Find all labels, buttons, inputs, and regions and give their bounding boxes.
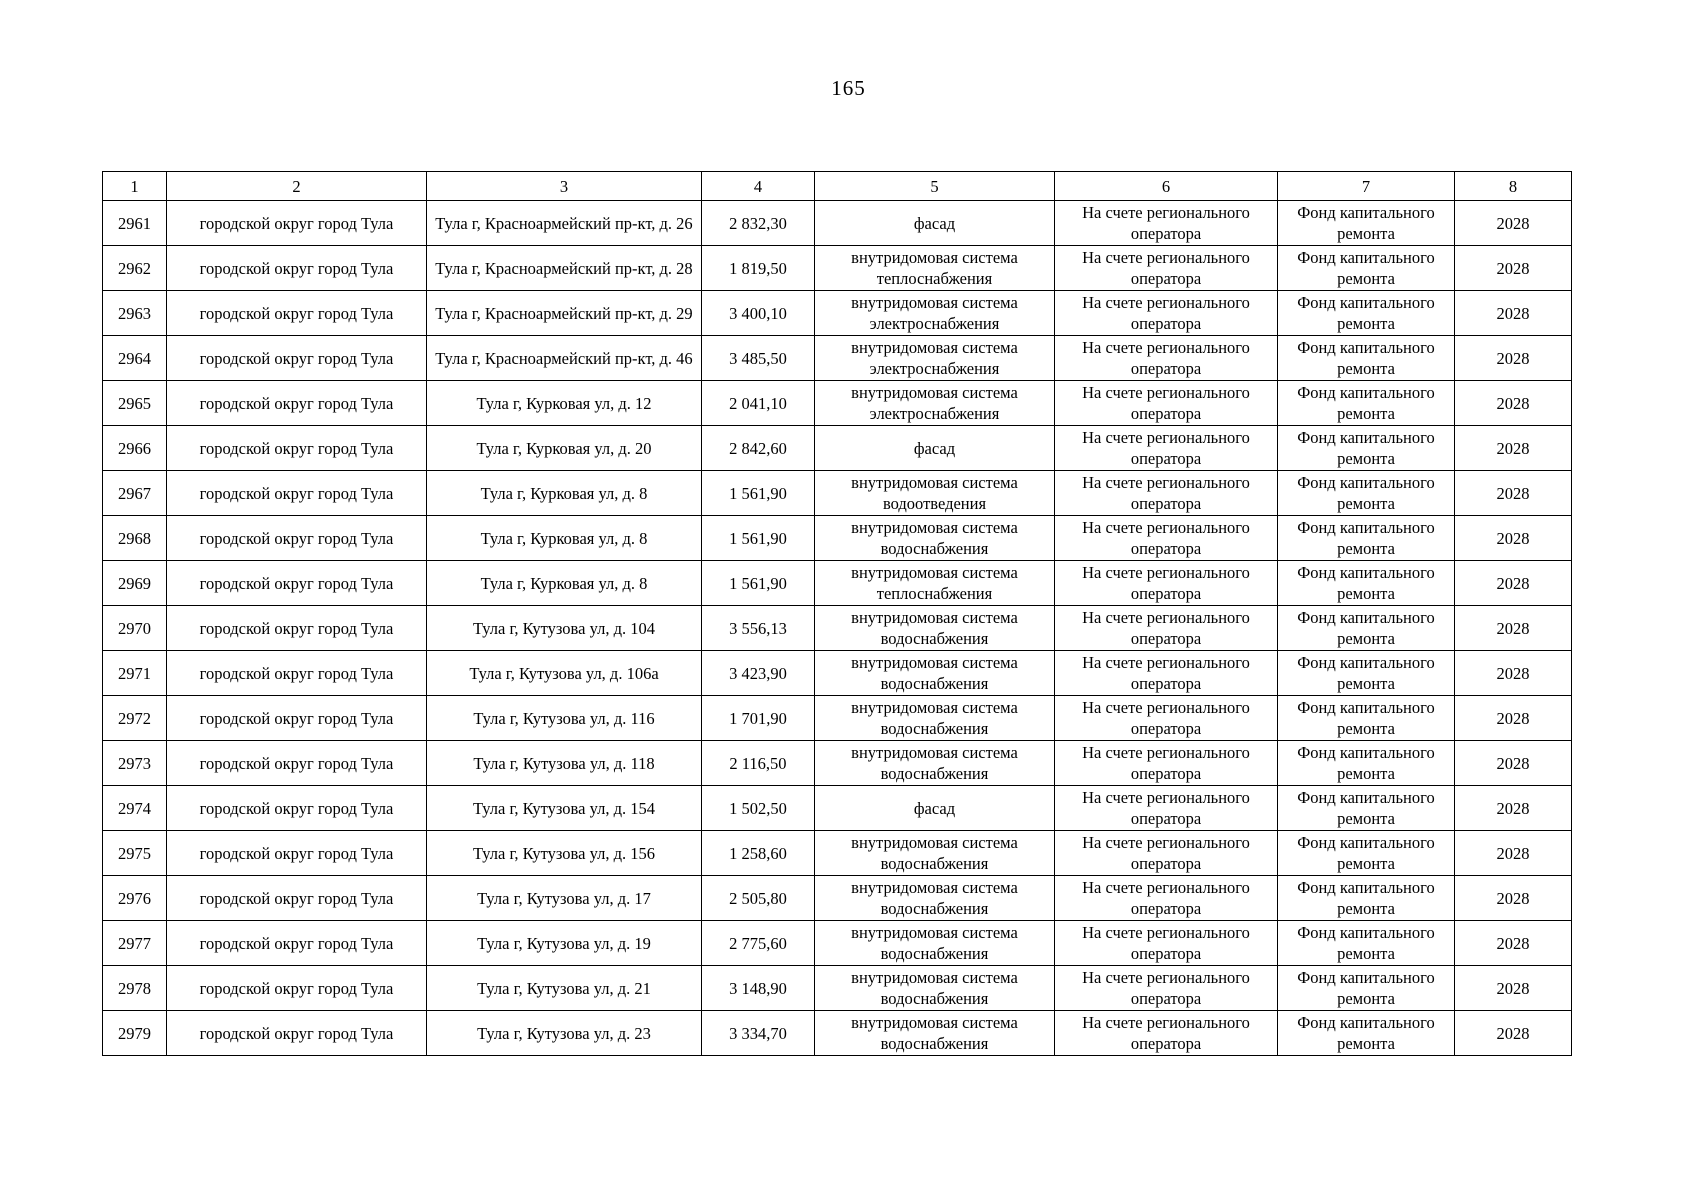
cell-funding-source: Фонд капитального ремонта: [1278, 786, 1455, 831]
cell-fund-method: На счете регионального оператора: [1055, 381, 1278, 426]
cell-work-type: внутридомовая система водоснабжения: [815, 696, 1055, 741]
cell-year: 2028: [1455, 246, 1572, 291]
cell-year: 2028: [1455, 696, 1572, 741]
capital-repair-table: [102, 171, 1572, 1056]
cell-work-type: внутридомовая система водоотведения: [815, 471, 1055, 516]
cell-work-type: фасад: [815, 201, 1055, 246]
cell-address: Тула г, Кутузова ул, д. 17: [427, 876, 702, 921]
cell-funding-source: Фонд капитального ремонта: [1278, 1011, 1455, 1056]
cell-row-number: 2967: [103, 471, 167, 516]
cell-row-number: 2970: [103, 606, 167, 651]
cell-area: 1 561,90: [702, 471, 815, 516]
table-row: [103, 876, 1572, 921]
cell-address: Тула г, Курковая ул, д. 20: [427, 426, 702, 471]
cell-fund-method: На счете регионального оператора: [1055, 471, 1278, 516]
cell-work-type: внутридомовая система теплоснабжения: [815, 561, 1055, 606]
cell-address: Тула г, Кутузова ул, д. 156: [427, 831, 702, 876]
cell-area: 3 556,13: [702, 606, 815, 651]
cell-area: 3 485,50: [702, 336, 815, 381]
cell-row-number: 2971: [103, 651, 167, 696]
cell-year: 2028: [1455, 786, 1572, 831]
cell-address: Тула г, Красноармейский пр-кт, д. 29: [427, 291, 702, 336]
cell-year: 2028: [1455, 831, 1572, 876]
cell-funding-source: Фонд капитального ремонта: [1278, 921, 1455, 966]
cell-municipality: городской округ город Тула: [167, 426, 427, 471]
cell-year: 2028: [1455, 741, 1572, 786]
cell-address: Тула г, Кутузова ул, д. 106а: [427, 651, 702, 696]
cell-fund-method: На счете регионального оператора: [1055, 786, 1278, 831]
cell-area: 1 502,50: [702, 786, 815, 831]
cell-year: 2028: [1455, 516, 1572, 561]
cell-funding-source: Фонд капитального ремонта: [1278, 876, 1455, 921]
cell-address: Тула г, Кутузова ул, д. 154: [427, 786, 702, 831]
cell-row-number: 2972: [103, 696, 167, 741]
table-row: [103, 246, 1572, 291]
cell-fund-method: На счете регионального оператора: [1055, 921, 1278, 966]
cell-fund-method: На счете регионального оператора: [1055, 426, 1278, 471]
table-body: [103, 201, 1572, 1056]
cell-municipality: городской округ город Тула: [167, 336, 427, 381]
cell-year: 2028: [1455, 921, 1572, 966]
cell-fund-method: На счете регионального оператора: [1055, 606, 1278, 651]
column-header-1: 1: [103, 172, 167, 201]
cell-area: 1 561,90: [702, 516, 815, 561]
header-row: [103, 172, 1572, 201]
cell-row-number: 2962: [103, 246, 167, 291]
cell-year: 2028: [1455, 471, 1572, 516]
cell-area: 2 116,50: [702, 741, 815, 786]
cell-address: Тула г, Красноармейский пр-кт, д. 26: [427, 201, 702, 246]
cell-fund-method: На счете регионального оператора: [1055, 1011, 1278, 1056]
cell-work-type: фасад: [815, 786, 1055, 831]
table-row: [103, 336, 1572, 381]
cell-row-number: 2975: [103, 831, 167, 876]
cell-row-number: 2973: [103, 741, 167, 786]
cell-fund-method: На счете регионального оператора: [1055, 831, 1278, 876]
table-row: [103, 921, 1572, 966]
table-row: [103, 606, 1572, 651]
table-row: [103, 1011, 1572, 1056]
column-header-5: 5: [815, 172, 1055, 201]
table-row: [103, 741, 1572, 786]
cell-year: 2028: [1455, 561, 1572, 606]
cell-year: 2028: [1455, 966, 1572, 1011]
cell-row-number: 2963: [103, 291, 167, 336]
cell-work-type: внутридомовая система водоснабжения: [815, 606, 1055, 651]
cell-municipality: городской округ город Тула: [167, 921, 427, 966]
cell-area: 3 334,70: [702, 1011, 815, 1056]
cell-address: Тула г, Кутузова ул, д. 23: [427, 1011, 702, 1056]
cell-funding-source: Фонд капитального ремонта: [1278, 966, 1455, 1011]
cell-municipality: городской округ город Тула: [167, 741, 427, 786]
cell-address: Тула г, Кутузова ул, д. 21: [427, 966, 702, 1011]
cell-municipality: городской округ город Тула: [167, 696, 427, 741]
cell-area: 1 258,60: [702, 831, 815, 876]
cell-municipality: городской округ город Тула: [167, 516, 427, 561]
cell-year: 2028: [1455, 1011, 1572, 1056]
cell-address: Тула г, Курковая ул, д. 8: [427, 516, 702, 561]
cell-funding-source: Фонд капитального ремонта: [1278, 741, 1455, 786]
cell-funding-source: Фонд капитального ремонта: [1278, 651, 1455, 696]
cell-year: 2028: [1455, 876, 1572, 921]
cell-work-type: внутридомовая система водоснабжения: [815, 831, 1055, 876]
cell-fund-method: На счете регионального оператора: [1055, 201, 1278, 246]
cell-area: 1 701,90: [702, 696, 815, 741]
table-row: [103, 831, 1572, 876]
cell-funding-source: Фонд капитального ремонта: [1278, 561, 1455, 606]
cell-municipality: городской округ город Тула: [167, 291, 427, 336]
cell-funding-source: Фонд капитального ремонта: [1278, 291, 1455, 336]
cell-work-type: внутридомовая система водоснабжения: [815, 876, 1055, 921]
cell-area: 3 423,90: [702, 651, 815, 696]
cell-municipality: городской округ город Тула: [167, 201, 427, 246]
table-row: [103, 201, 1572, 246]
cell-municipality: городской округ город Тула: [167, 966, 427, 1011]
cell-work-type: внутридомовая система водоснабжения: [815, 741, 1055, 786]
cell-row-number: 2965: [103, 381, 167, 426]
cell-work-type: внутридомовая система теплоснабжения: [815, 246, 1055, 291]
cell-funding-source: Фонд капитального ремонта: [1278, 471, 1455, 516]
cell-fund-method: На счете регионального оператора: [1055, 246, 1278, 291]
cell-work-type: внутридомовая система водоснабжения: [815, 921, 1055, 966]
cell-work-type: внутридомовая система водоснабжения: [815, 651, 1055, 696]
cell-year: 2028: [1455, 651, 1572, 696]
cell-area: 3 148,90: [702, 966, 815, 1011]
cell-row-number: 2966: [103, 426, 167, 471]
page-number: 165: [831, 76, 866, 100]
table-row: [103, 561, 1572, 606]
cell-municipality: городской округ город Тула: [167, 831, 427, 876]
cell-municipality: городской округ город Тула: [167, 381, 427, 426]
cell-address: Тула г, Кутузова ул, д. 118: [427, 741, 702, 786]
cell-work-type: внутридомовая система водоснабжения: [815, 516, 1055, 561]
cell-address: Тула г, Красноармейский пр-кт, д. 46: [427, 336, 702, 381]
column-header-7: 7: [1278, 172, 1455, 201]
table-row: [103, 786, 1572, 831]
column-header-3: 3: [427, 172, 702, 201]
cell-work-type: внутридомовая система водоснабжения: [815, 1011, 1055, 1056]
cell-fund-method: На счете регионального оператора: [1055, 696, 1278, 741]
cell-municipality: городской округ город Тула: [167, 471, 427, 516]
table-row: [103, 966, 1572, 1011]
cell-work-type: внутридомовая система электроснабжения: [815, 291, 1055, 336]
cell-year: 2028: [1455, 201, 1572, 246]
cell-funding-source: Фонд капитального ремонта: [1278, 696, 1455, 741]
cell-funding-source: Фонд капитального ремонта: [1278, 606, 1455, 651]
cell-area: 2 842,60: [702, 426, 815, 471]
cell-area: 2 775,60: [702, 921, 815, 966]
column-header-6: 6: [1055, 172, 1278, 201]
table-row: [103, 516, 1572, 561]
cell-funding-source: Фонд капитального ремонта: [1278, 201, 1455, 246]
cell-fund-method: На счете регионального оператора: [1055, 516, 1278, 561]
cell-fund-method: На счете регионального оператора: [1055, 966, 1278, 1011]
cell-address: Тула г, Кутузова ул, д. 19: [427, 921, 702, 966]
cell-fund-method: На счете регионального оператора: [1055, 291, 1278, 336]
cell-area: 1 561,90: [702, 561, 815, 606]
cell-row-number: 2969: [103, 561, 167, 606]
cell-work-type: внутридомовая система электроснабжения: [815, 336, 1055, 381]
cell-municipality: городской округ город Тула: [167, 246, 427, 291]
cell-row-number: 2974: [103, 786, 167, 831]
cell-address: Тула г, Курковая ул, д. 8: [427, 561, 702, 606]
cell-row-number: 2976: [103, 876, 167, 921]
table-row: [103, 381, 1572, 426]
cell-row-number: 2977: [103, 921, 167, 966]
cell-address: Тула г, Кутузова ул, д. 104: [427, 606, 702, 651]
table-row: [103, 696, 1572, 741]
cell-work-type: фасад: [815, 426, 1055, 471]
cell-area: 2 832,30: [702, 201, 815, 246]
cell-municipality: городской округ город Тула: [167, 1011, 427, 1056]
table-row: [103, 471, 1572, 516]
cell-funding-source: Фонд капитального ремонта: [1278, 516, 1455, 561]
cell-work-type: внутридомовая система водоснабжения: [815, 966, 1055, 1011]
cell-municipality: городской округ город Тула: [167, 651, 427, 696]
cell-fund-method: На счете регионального оператора: [1055, 336, 1278, 381]
table-header: [103, 172, 1572, 201]
cell-row-number: 2978: [103, 966, 167, 1011]
cell-municipality: городской округ город Тула: [167, 786, 427, 831]
table-row: [103, 651, 1572, 696]
cell-work-type: внутридомовая система электроснабжения: [815, 381, 1055, 426]
cell-year: 2028: [1455, 426, 1572, 471]
cell-municipality: городской округ город Тула: [167, 876, 427, 921]
cell-year: 2028: [1455, 336, 1572, 381]
cell-fund-method: На счете регионального оператора: [1055, 876, 1278, 921]
cell-year: 2028: [1455, 291, 1572, 336]
cell-row-number: 2961: [103, 201, 167, 246]
column-header-8: 8: [1455, 172, 1572, 201]
cell-area: 2 041,10: [702, 381, 815, 426]
cell-funding-source: Фонд капитального ремонта: [1278, 831, 1455, 876]
cell-funding-source: Фонд капитального ремонта: [1278, 246, 1455, 291]
table-row: [103, 426, 1572, 471]
cell-municipality: городской округ город Тула: [167, 561, 427, 606]
cell-fund-method: На счете регионального оператора: [1055, 651, 1278, 696]
cell-area: 2 505,80: [702, 876, 815, 921]
cell-row-number: 2968: [103, 516, 167, 561]
cell-funding-source: Фонд капитального ремонта: [1278, 426, 1455, 471]
cell-address: Тула г, Курковая ул, д. 8: [427, 471, 702, 516]
column-header-4: 4: [702, 172, 815, 201]
cell-area: 1 819,50: [702, 246, 815, 291]
cell-municipality: городской округ город Тула: [167, 606, 427, 651]
column-header-2: 2: [167, 172, 427, 201]
cell-address: Тула г, Красноармейский пр-кт, д. 28: [427, 246, 702, 291]
cell-funding-source: Фонд капитального ремонта: [1278, 336, 1455, 381]
table-row: [103, 291, 1572, 336]
cell-address: Тула г, Кутузова ул, д. 116: [427, 696, 702, 741]
cell-year: 2028: [1455, 606, 1572, 651]
cell-year: 2028: [1455, 381, 1572, 426]
cell-fund-method: На счете регионального оператора: [1055, 561, 1278, 606]
cell-address: Тула г, Курковая ул, д. 12: [427, 381, 702, 426]
cell-row-number: 2979: [103, 1011, 167, 1056]
cell-row-number: 2964: [103, 336, 167, 381]
cell-fund-method: На счете регионального оператора: [1055, 741, 1278, 786]
cell-area: 3 400,10: [702, 291, 815, 336]
cell-funding-source: Фонд капитального ремонта: [1278, 381, 1455, 426]
